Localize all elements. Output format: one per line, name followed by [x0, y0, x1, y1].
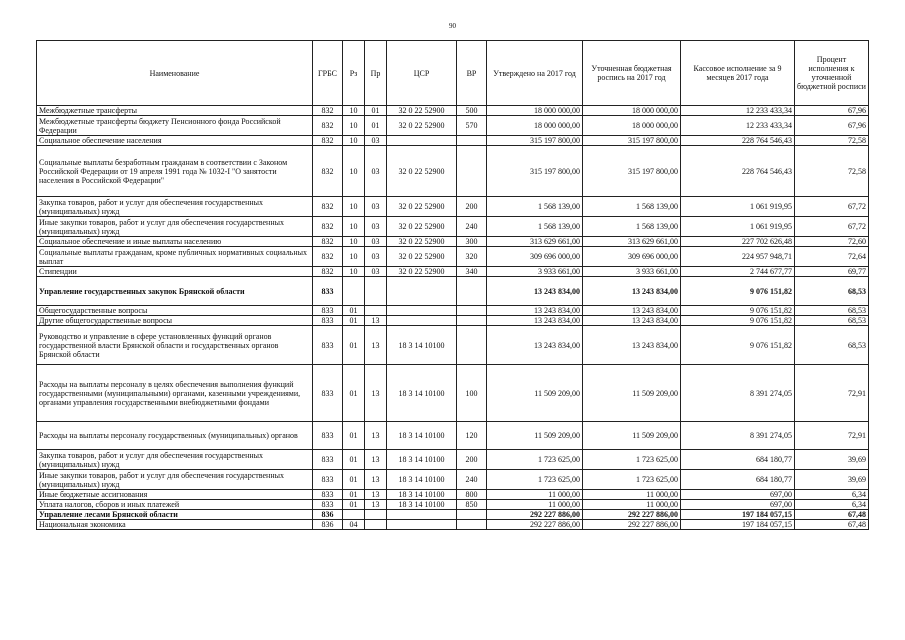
cell-executed: 2 744 677,77 [681, 267, 795, 277]
cell-csr: 32 0 22 52900 [387, 116, 457, 136]
cell-revised: 313 629 661,00 [583, 237, 681, 247]
cell-pr: 13 [365, 365, 387, 422]
cell-executed: 9 076 151,82 [681, 326, 795, 365]
cell-rz: 10 [343, 146, 365, 197]
cell-vr: 500 [457, 106, 487, 116]
cell-percent: 67,48 [795, 510, 869, 520]
cell-approved: 11 509 209,00 [487, 365, 583, 422]
cell-rz: 10 [343, 106, 365, 116]
cell-executed: 12 233 433,34 [681, 106, 795, 116]
cell-pr: 13 [365, 490, 387, 500]
cell-pr [365, 277, 387, 306]
cell-csr: 18 3 14 10100 [387, 470, 457, 490]
cell-executed: 684 180,77 [681, 450, 795, 470]
cell-name: Расходы на выплаты персоналу государственных (муниципальных) органов [37, 422, 313, 450]
cell-approved: 13 243 834,00 [487, 316, 583, 326]
table-row [37, 247, 869, 267]
cell-approved: 292 227 886,00 [487, 510, 583, 520]
cell-name: Закупка товаров, работ и услуг для обеспечения государственных (муниципальных) нужд [37, 197, 313, 217]
cell-pr: 01 [365, 106, 387, 116]
cell-csr [387, 136, 457, 146]
cell-name: Управление лесами Брянской области [37, 510, 313, 520]
cell-csr: 18 3 14 10100 [387, 490, 457, 500]
cell-vr: 240 [457, 470, 487, 490]
cell-pr [365, 510, 387, 520]
cell-name: Стипендии [37, 267, 313, 277]
table-row [37, 217, 869, 237]
cell-executed: 228 764 546,43 [681, 146, 795, 197]
cell-approved: 11 000,00 [487, 500, 583, 510]
cell-pr: 03 [365, 237, 387, 247]
cell-vr [457, 520, 487, 530]
cell-vr: 300 [457, 237, 487, 247]
cell-vr: 100 [457, 365, 487, 422]
cell-executed: 8 391 274,05 [681, 365, 795, 422]
cell-percent: 67,48 [795, 520, 869, 530]
cell-vr [457, 326, 487, 365]
cell-revised: 3 933 661,00 [583, 267, 681, 277]
cell-vr: 200 [457, 197, 487, 217]
cell-revised: 13 243 834,00 [583, 326, 681, 365]
cell-pr [365, 306, 387, 316]
cell-csr: 32 0 22 52900 [387, 267, 457, 277]
cell-percent: 6,34 [795, 500, 869, 510]
cell-percent: 67,96 [795, 106, 869, 116]
header-pr: Пр [365, 41, 387, 106]
cell-vr: 240 [457, 217, 487, 237]
cell-vr [457, 510, 487, 520]
cell-csr: 32 0 22 52900 [387, 146, 457, 197]
cell-rz [343, 510, 365, 520]
cell-pr: 03 [365, 146, 387, 197]
cell-executed: 9 076 151,82 [681, 277, 795, 306]
cell-csr [387, 306, 457, 316]
table-row [37, 306, 869, 316]
cell-grbs: 833 [313, 306, 343, 316]
cell-grbs: 833 [313, 490, 343, 500]
cell-csr: 32 0 22 52900 [387, 237, 457, 247]
cell-revised: 11 000,00 [583, 490, 681, 500]
cell-percent: 72,91 [795, 422, 869, 450]
page-number: 90 [449, 22, 456, 30]
cell-revised: 309 696 000,00 [583, 247, 681, 267]
cell-name: Социальные выплаты гражданам, кроме публичных нормативных социальных выплат [37, 247, 313, 267]
cell-csr: 18 3 14 10100 [387, 326, 457, 365]
cell-executed: 9 076 151,82 [681, 306, 795, 316]
cell-vr [457, 146, 487, 197]
cell-vr: 570 [457, 116, 487, 136]
cell-percent: 68,53 [795, 306, 869, 316]
cell-percent: 69,77 [795, 267, 869, 277]
cell-executed: 697,00 [681, 500, 795, 510]
cell-executed: 197 184 057,15 [681, 520, 795, 530]
cell-grbs: 832 [313, 267, 343, 277]
cell-rz: 10 [343, 116, 365, 136]
cell-approved: 3 933 661,00 [487, 267, 583, 277]
cell-executed: 228 764 546,43 [681, 136, 795, 146]
cell-vr: 120 [457, 422, 487, 450]
cell-percent: 67,72 [795, 197, 869, 217]
cell-csr [387, 520, 457, 530]
cell-name: Другие общегосударственные вопросы [37, 316, 313, 326]
cell-executed: 227 702 626,48 [681, 237, 795, 247]
cell-percent: 6,34 [795, 490, 869, 500]
cell-grbs: 836 [313, 510, 343, 520]
cell-revised: 315 197 800,00 [583, 136, 681, 146]
cell-percent: 67,72 [795, 217, 869, 237]
cell-pr: 13 [365, 500, 387, 510]
header-executed: Кассовое исполнение за 9 месяцев 2017 года [681, 41, 795, 106]
cell-vr [457, 316, 487, 326]
cell-rz: 10 [343, 267, 365, 277]
cell-rz: 10 [343, 217, 365, 237]
table-row [37, 520, 869, 530]
cell-csr: 32 0 22 52900 [387, 247, 457, 267]
cell-rz: 10 [343, 197, 365, 217]
cell-name: Социальное обеспечение и иные выплаты населению [37, 237, 313, 247]
cell-executed: 697,00 [681, 490, 795, 500]
cell-executed: 684 180,77 [681, 470, 795, 490]
table-row [37, 510, 869, 520]
cell-rz: 01 [343, 490, 365, 500]
cell-csr [387, 510, 457, 520]
cell-vr [457, 136, 487, 146]
cell-revised: 315 197 800,00 [583, 146, 681, 197]
cell-vr: 320 [457, 247, 487, 267]
cell-percent: 72,58 [795, 146, 869, 197]
cell-revised: 13 243 834,00 [583, 316, 681, 326]
cell-csr: 18 3 14 10100 [387, 450, 457, 470]
cell-revised: 1 568 139,00 [583, 197, 681, 217]
header-row [37, 41, 869, 106]
table-row [37, 500, 869, 510]
cell-rz [343, 277, 365, 306]
cell-rz: 01 [343, 422, 365, 450]
cell-csr: 18 3 14 10100 [387, 500, 457, 510]
cell-grbs: 833 [313, 316, 343, 326]
cell-grbs: 832 [313, 116, 343, 136]
header-approved: Утверждено на 2017 год [487, 41, 583, 106]
cell-approved: 18 000 000,00 [487, 106, 583, 116]
cell-percent: 68,53 [795, 277, 869, 306]
cell-approved: 292 227 886,00 [487, 520, 583, 530]
budget-execution-table [36, 40, 869, 530]
cell-percent: 72,64 [795, 247, 869, 267]
table-row [37, 422, 869, 450]
cell-vr [457, 277, 487, 306]
cell-pr: 13 [365, 450, 387, 470]
cell-rz: 01 [343, 316, 365, 326]
cell-name: Закупка товаров, работ и услуг для обеспечения государственных (муниципальных) нужд [37, 450, 313, 470]
cell-name: Руководство и управление в сфере установленных функций органов государственной власти Брянской области и государственных органов Брянской области [37, 326, 313, 365]
cell-revised: 11 000,00 [583, 500, 681, 510]
cell-revised: 292 227 886,00 [583, 520, 681, 530]
cell-pr: 03 [365, 247, 387, 267]
cell-approved: 309 696 000,00 [487, 247, 583, 267]
cell-grbs: 832 [313, 217, 343, 237]
table-row [37, 326, 869, 365]
cell-percent: 68,53 [795, 326, 869, 365]
cell-approved: 1 568 139,00 [487, 217, 583, 237]
cell-percent: 67,96 [795, 116, 869, 136]
cell-approved: 18 000 000,00 [487, 116, 583, 136]
cell-rz: 01 [343, 500, 365, 510]
cell-percent: 68,53 [795, 316, 869, 326]
cell-grbs: 832 [313, 106, 343, 116]
cell-percent: 72,60 [795, 237, 869, 247]
cell-rz: 01 [343, 450, 365, 470]
cell-rz: 01 [343, 470, 365, 490]
cell-csr [387, 316, 457, 326]
cell-grbs: 833 [313, 277, 343, 306]
table-row [37, 316, 869, 326]
cell-percent: 72,91 [795, 365, 869, 422]
cell-csr: 32 0 22 52900 [387, 217, 457, 237]
cell-approved: 315 197 800,00 [487, 146, 583, 197]
cell-name: Иные закупки товаров, работ и услуг для обеспечения государственных (муниципальных) нужд [37, 470, 313, 490]
cell-grbs: 833 [313, 470, 343, 490]
cell-revised: 18 000 000,00 [583, 106, 681, 116]
cell-pr: 13 [365, 422, 387, 450]
cell-name: Межбюджетные трансферты бюджету Пенсионного фонда Российской Федерации [37, 116, 313, 136]
cell-percent: 39,69 [795, 470, 869, 490]
cell-pr: 13 [365, 326, 387, 365]
header-percent: Процент исполнения к уточненной бюджетной росписи [795, 41, 869, 106]
cell-csr [387, 277, 457, 306]
table-row [37, 146, 869, 197]
table-row [37, 197, 869, 217]
cell-pr [365, 520, 387, 530]
cell-csr: 18 3 14 10100 [387, 422, 457, 450]
cell-name: Общегосударственные вопросы [37, 306, 313, 316]
cell-name: Уплата налогов, сборов и иных платежей [37, 500, 313, 510]
cell-vr: 340 [457, 267, 487, 277]
cell-rz: 01 [343, 365, 365, 422]
table-row [37, 136, 869, 146]
cell-executed: 1 061 919,95 [681, 217, 795, 237]
table-row [37, 365, 869, 422]
cell-pr: 13 [365, 470, 387, 490]
cell-csr: 32 0 22 52900 [387, 197, 457, 217]
cell-name: Управление государственных закупок Брянской области [37, 277, 313, 306]
cell-rz: 04 [343, 520, 365, 530]
cell-grbs: 836 [313, 520, 343, 530]
cell-revised: 292 227 886,00 [583, 510, 681, 520]
table-row [37, 267, 869, 277]
table-row [37, 277, 869, 306]
cell-approved: 1 568 139,00 [487, 197, 583, 217]
cell-name: Расходы на выплаты персоналу в целях обеспечения выполнения функций государственными (муниципальными) органами, казенными учреждениями, органами управления государственными внебюджетными фондами [37, 365, 313, 422]
cell-grbs: 833 [313, 365, 343, 422]
cell-vr: 850 [457, 500, 487, 510]
cell-grbs: 832 [313, 247, 343, 267]
cell-pr: 03 [365, 267, 387, 277]
cell-approved: 13 243 834,00 [487, 326, 583, 365]
header-vr: ВР [457, 41, 487, 106]
cell-revised: 18 000 000,00 [583, 116, 681, 136]
cell-approved: 315 197 800,00 [487, 136, 583, 146]
cell-name: Межбюджетные трансферты [37, 106, 313, 116]
cell-revised: 13 243 834,00 [583, 277, 681, 306]
cell-executed: 12 233 433,34 [681, 116, 795, 136]
cell-grbs: 833 [313, 422, 343, 450]
cell-executed: 224 957 948,71 [681, 247, 795, 267]
cell-vr [457, 306, 487, 316]
header-csr: ЦСР [387, 41, 457, 106]
cell-pr: 03 [365, 217, 387, 237]
cell-percent: 39,69 [795, 450, 869, 470]
header-revised: Уточненная бюджетная роспись на 2017 год [583, 41, 681, 106]
cell-approved: 11 000,00 [487, 490, 583, 500]
cell-grbs: 833 [313, 500, 343, 510]
cell-approved: 313 629 661,00 [487, 237, 583, 247]
cell-pr: 03 [365, 136, 387, 146]
cell-grbs: 833 [313, 450, 343, 470]
header-name: Наименование [37, 41, 313, 106]
cell-approved: 13 243 834,00 [487, 277, 583, 306]
cell-rz: 10 [343, 247, 365, 267]
cell-csr: 18 3 14 10100 [387, 365, 457, 422]
cell-approved: 13 243 834,00 [487, 306, 583, 316]
cell-grbs: 832 [313, 197, 343, 217]
cell-vr: 800 [457, 490, 487, 500]
table-row [37, 106, 869, 116]
cell-rz: 01 [343, 306, 365, 316]
cell-approved: 11 509 209,00 [487, 422, 583, 450]
cell-approved: 1 723 625,00 [487, 450, 583, 470]
cell-grbs: 833 [313, 326, 343, 365]
cell-name: Иные бюджетные ассигнования [37, 490, 313, 500]
cell-rz: 10 [343, 136, 365, 146]
cell-vr: 200 [457, 450, 487, 470]
cell-executed: 197 184 057,15 [681, 510, 795, 520]
table-row [37, 450, 869, 470]
table-body [37, 106, 869, 530]
cell-name: Социальные выплаты безработным гражданам в соответствии с Законом Российской Федерации от 19 апреля 1991 года № 1032-I "О занятости населения в Российской Федерации" [37, 146, 313, 197]
table-row [37, 116, 869, 136]
cell-executed: 9 076 151,82 [681, 316, 795, 326]
header-grbs: ГРБС [313, 41, 343, 106]
cell-executed: 1 061 919,95 [681, 197, 795, 217]
header-rz: Рз [343, 41, 365, 106]
cell-revised: 1 723 625,00 [583, 450, 681, 470]
cell-percent: 72,58 [795, 136, 869, 146]
table-row [37, 470, 869, 490]
cell-name: Национальная экономика [37, 520, 313, 530]
cell-grbs: 832 [313, 237, 343, 247]
cell-pr: 13 [365, 316, 387, 326]
cell-revised: 11 509 209,00 [583, 422, 681, 450]
cell-csr: 32 0 22 52900 [387, 106, 457, 116]
cell-rz: 10 [343, 237, 365, 247]
cell-name: Иные закупки товаров, работ и услуг для обеспечения государственных (муниципальных) нужд [37, 217, 313, 237]
cell-revised: 11 509 209,00 [583, 365, 681, 422]
cell-rz: 01 [343, 326, 365, 365]
cell-name: Социальное обеспечение населения [37, 136, 313, 146]
cell-revised: 13 243 834,00 [583, 306, 681, 316]
cell-grbs: 832 [313, 146, 343, 197]
cell-pr: 03 [365, 197, 387, 217]
table-row [37, 490, 869, 500]
cell-revised: 1 568 139,00 [583, 217, 681, 237]
cell-grbs: 832 [313, 136, 343, 146]
table-row [37, 237, 869, 247]
cell-pr: 01 [365, 116, 387, 136]
cell-revised: 1 723 625,00 [583, 470, 681, 490]
cell-executed: 8 391 274,05 [681, 422, 795, 450]
cell-approved: 1 723 625,00 [487, 470, 583, 490]
